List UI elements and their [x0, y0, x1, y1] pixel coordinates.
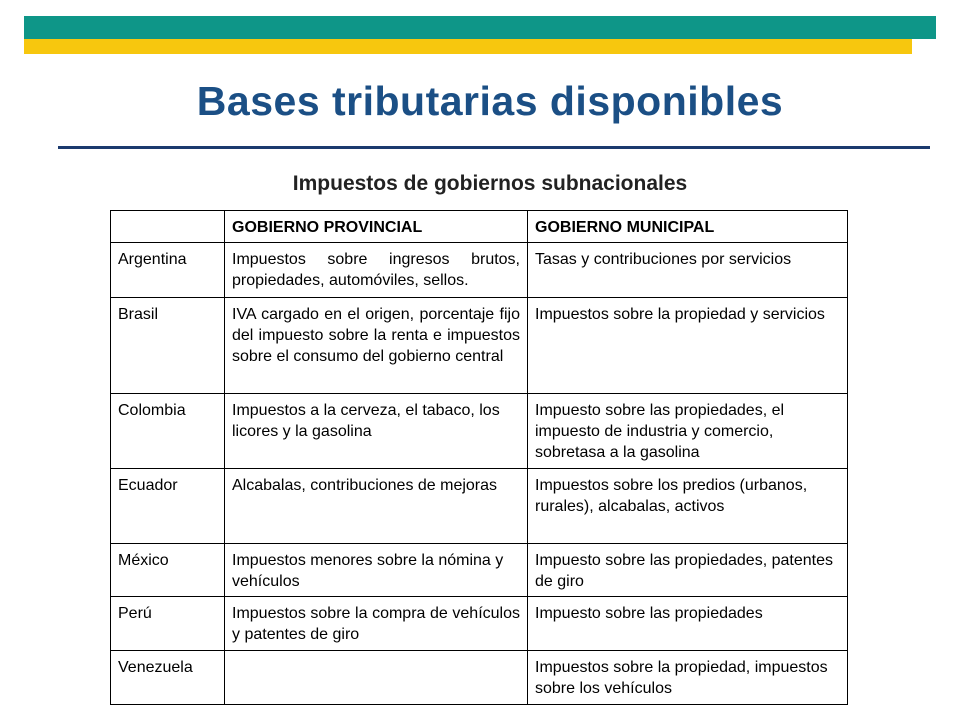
provincial-cell: Impuestos a la cerveza, el tabaco, los licores y la gasolina — [225, 394, 528, 469]
provincial-cell: Alcabalas, contribuciones de mejoras — [225, 469, 528, 544]
country-cell: Argentina — [111, 243, 225, 298]
tax-table — [110, 210, 848, 705]
municipal-cell: Impuesto sobre las propiedades — [528, 597, 848, 651]
country-cell: Perú — [111, 597, 225, 651]
slide-subtitle: Impuestos de gobiernos subnacionales — [292, 172, 688, 195]
provincial-cell: Impuestos menores sobre la nómina y vehículos — [225, 544, 528, 597]
provincial-cell: IVA cargado en el origen, porcentaje fijo del impuesto sobre la renta e impuestos sobre el consumo del gobierno central — [225, 298, 528, 394]
municipal-cell: Tasas y contribuciones por servicios — [528, 243, 848, 298]
table-row — [111, 544, 848, 597]
table-row — [111, 394, 848, 469]
header-cell-provincial: GOBIERNO PROVINCIAL — [225, 211, 528, 243]
header-yellow-bar — [24, 39, 912, 54]
table-row — [111, 651, 848, 705]
title-underline — [58, 146, 930, 149]
municipal-cell: Impuestos sobre la propiedad y servicios — [528, 298, 848, 394]
provincial-cell: Impuestos sobre la compra de vehículos y patentes de giro — [225, 597, 528, 651]
municipal-cell: Impuestos sobre los predios (urbanos, rurales), alcabalas, activos — [528, 469, 848, 544]
municipal-cell: Impuestos sobre la propiedad, impuestos sobre los vehículos — [528, 651, 848, 705]
country-cell: Brasil — [111, 298, 225, 394]
table-header-row — [111, 211, 848, 243]
header-cell-municipal: GOBIERNO MUNICIPAL — [528, 211, 848, 243]
header-teal-bar — [24, 16, 936, 39]
slide-title: Bases tributarias disponibles — [196, 78, 784, 124]
country-cell: México — [111, 544, 225, 597]
provincial-cell: Impuestos sobre ingresos brutos, propiedades, automóviles, sellos. — [225, 243, 528, 298]
municipal-cell: Impuesto sobre las propiedades, el impuesto de industria y comercio, sobretasa a la gasolina — [528, 394, 848, 469]
country-cell: Venezuela — [111, 651, 225, 705]
table-row — [111, 469, 848, 544]
table-row — [111, 597, 848, 651]
country-cell: Colombia — [111, 394, 225, 469]
municipal-cell: Impuesto sobre las propiedades, patentes de giro — [528, 544, 848, 597]
header-cell-empty — [111, 211, 225, 243]
table-row — [111, 298, 848, 394]
country-cell: Ecuador — [111, 469, 225, 544]
provincial-cell — [225, 651, 528, 705]
table-row — [111, 243, 848, 298]
